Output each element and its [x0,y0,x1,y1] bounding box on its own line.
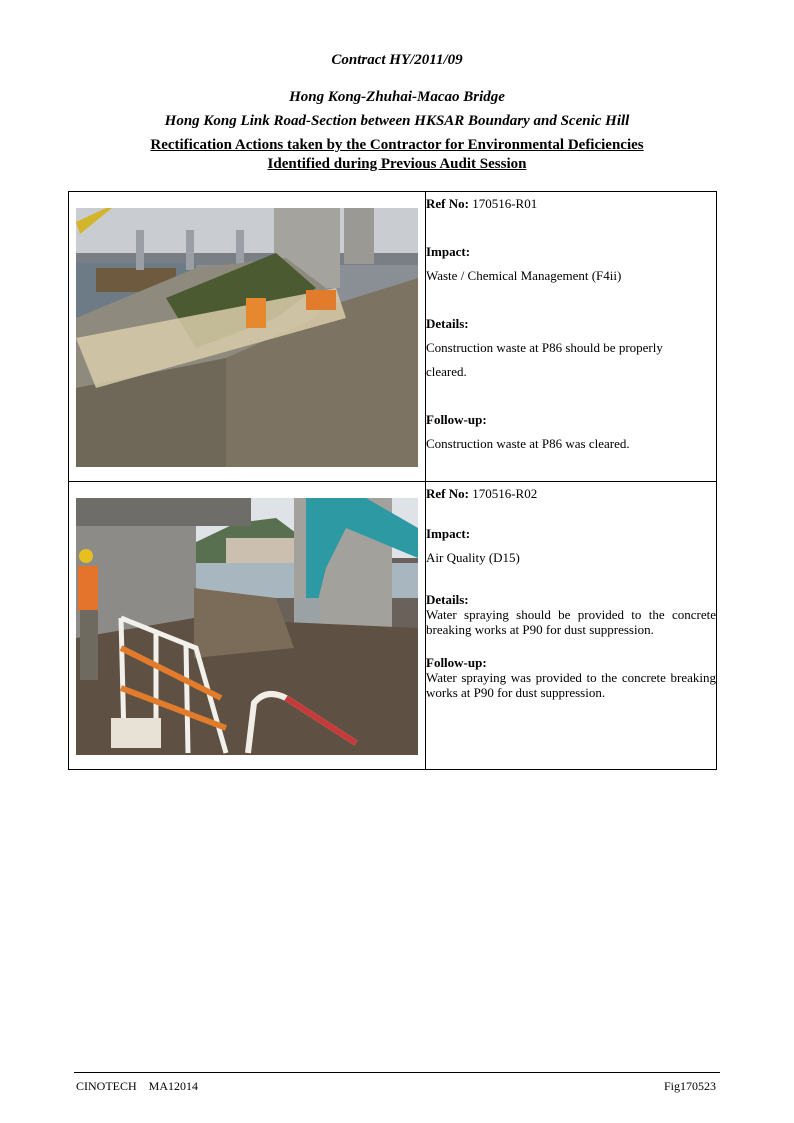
details-label: Details: [426,316,469,331]
project-title-line1: Hong Kong-Zhuhai-Macao Bridge [289,89,505,105]
impact-label: Impact: [426,244,471,259]
footer-company: CINOTECH [76,1079,137,1093]
rectification-table [68,191,717,770]
footer-divider [74,1072,720,1073]
footer-left [76,1079,198,1094]
details-cell [426,482,717,770]
follow-up-label: Follow-up: [426,655,487,670]
table-row [69,482,717,770]
ref-no-value: 170516-R02 [472,486,538,501]
table-row [69,192,717,482]
follow-up-value: Water spraying was provided to the concrete breaking works at P90 for dust suppression. [426,670,716,700]
details-value: Water spraying should be provided to the concrete breaking works at P90 for dust suppression. [426,607,716,637]
ref-no-value: 170516-R01 [472,196,538,211]
section-heading-line2: Identified during Previous Audit Session [267,156,527,172]
photo-cell [69,482,426,770]
impact-value: Air Quality (D15) [426,550,520,565]
section-heading [0,136,794,174]
footer-figure-no: Fig170523 [663,1079,716,1093]
project-title-line2: Hong Kong Link Road-Section between HKSAR Boundary and Scenic Hill [164,113,630,129]
follow-up-value: Construction waste at P86 was cleared. [426,436,630,451]
ref-no-label: Ref No: [426,486,469,501]
follow-up-label: Follow-up: [426,412,487,427]
section-heading-line1: Rectification Actions taken by the Contractor for Environmental Deficiencies [150,137,644,153]
ref-no-line [426,192,716,216]
ref-no-label: Ref No: [426,196,469,211]
details-label: Details: [426,592,469,607]
details-value: Construction waste at P86 should be properly cleared. [426,340,663,379]
impact-label: Impact: [426,526,471,541]
impact-value: Waste / Chemical Management (F4ii) [426,268,622,283]
site-photo-waste-clearance [76,208,418,467]
site-photo-water-spraying [76,498,418,755]
ref-no-line [426,482,716,506]
footer-report-no: MA12014 [148,1079,199,1093]
details-cell [426,192,717,482]
project-title [0,85,794,133]
contract-title: Contract HY/2011/09 [331,52,463,68]
photo-cell [69,192,426,482]
